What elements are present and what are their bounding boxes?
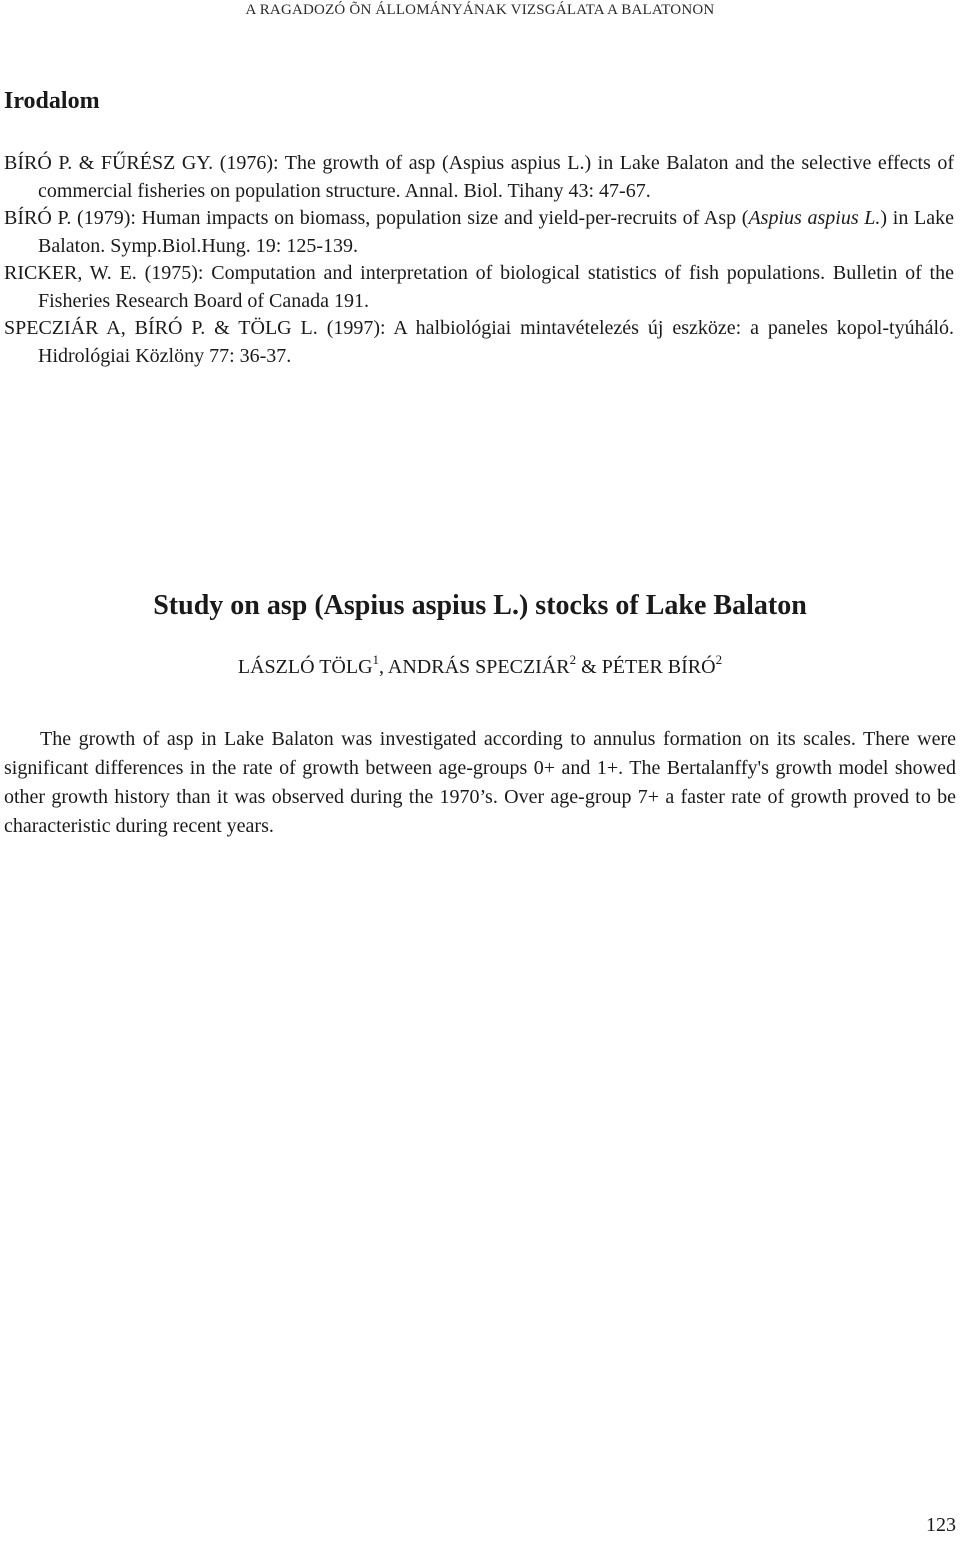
reference-text: ) in Lake Balaton. Symp.Biol.Hung. 19: 125-139.: [38, 207, 954, 257]
reference-authors: RICKER, W. E.: [4, 262, 137, 284]
reference-text: (1976): The growth of asp (Aspius aspius L.) in Lake Balaton and the selective effects of commercial fisheries on population structure. Annal. Biol. Tihany 43: 47-67.: [38, 152, 954, 202]
author-name: PÉTER BÍRÓ: [601, 656, 716, 678]
reference-text: (1975): Computation and interpretation of biological statistics of fish populations. Bulletin of the Fisheries Research Board of Canada 191.: [38, 262, 954, 312]
reference-authors: SPECZIÁR A, BÍRÓ P. & TÖLG L.: [4, 317, 318, 339]
author-name: LÁSZLÓ TÖLG: [237, 656, 373, 678]
reference-species: Aspius aspius L.: [748, 207, 881, 229]
reference-item: [4, 315, 954, 370]
author-name: ANDRÁS SPECZIÁR: [387, 656, 570, 678]
summary-title: Study on asp (Aspius aspius L.) stocks of Lake Balaton: [153, 590, 807, 621]
reference-text: (1997): A halbiológiai mintavételezés új eszköze: a paneles kopol-tyúháló. Hidrológiai Közlöny 77: 36-37.: [38, 317, 954, 367]
author-affiliation: 2: [715, 652, 723, 667]
author-separator: ,: [379, 656, 388, 678]
running-title: A RAGADOZÓ ÕN ÁLLOMÁNYÁNAK VIZSGÁLATA A BALATONON: [245, 2, 715, 18]
running-header: [0, 2, 960, 19]
reference-authors: BÍRÓ P. & FŰRÉSZ GY.: [4, 152, 214, 174]
abstract-paragraph: The growth of asp in Lake Balaton was investigated according to annulus formation on its scales. There were significant differences in the rate of growth between age-groups 0+ and 1+. The Bertalanffy's growth model showed other growth history than it was observed during the 1970’s. Over age-group 7+ a faster rate of growth proved to be characteristic during recent years.: [4, 728, 956, 837]
reference-authors: BÍRÓ P.: [4, 207, 72, 229]
references-heading: Irodalom: [4, 88, 100, 114]
author-affiliation: 1: [372, 652, 380, 667]
reference-item: [4, 205, 954, 260]
reference-list: [4, 150, 954, 370]
reference-text: (1979): Human impacts on biomass, population size and yield-per-recruits of Asp (: [71, 207, 749, 229]
reference-item: [4, 150, 954, 205]
author-affiliation: 2: [569, 652, 577, 667]
author-separator: &: [576, 656, 602, 678]
summary-authors: [0, 652, 960, 679]
reference-item: [4, 260, 954, 315]
page-number: 123: [926, 1514, 956, 1536]
